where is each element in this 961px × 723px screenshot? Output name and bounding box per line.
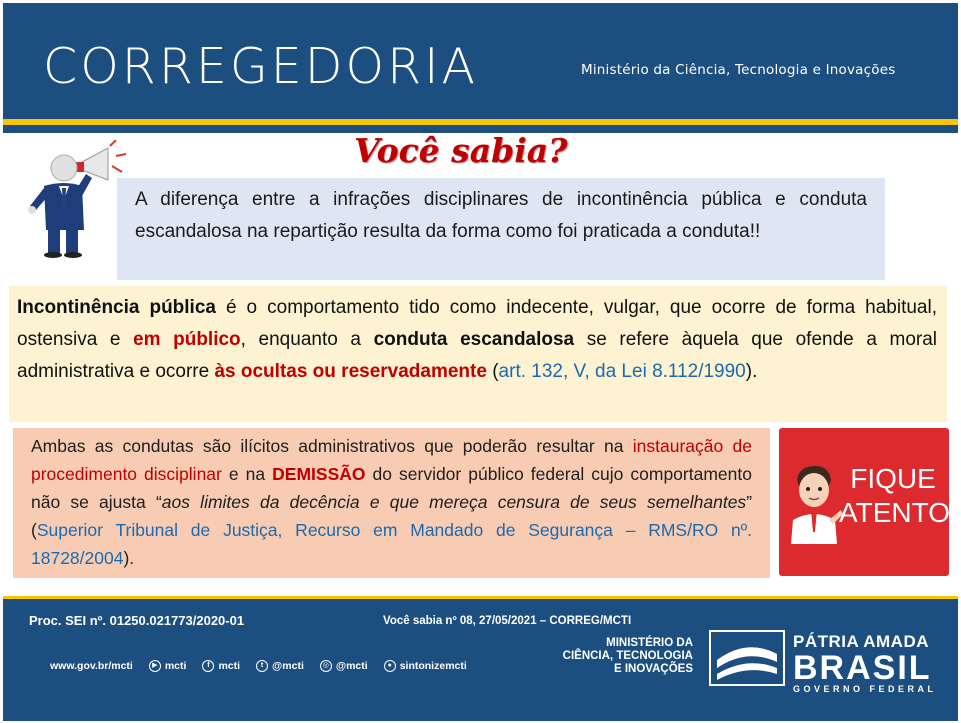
note-text: ” ( — [31, 492, 753, 540]
intro-box — [117, 178, 885, 280]
intro-text: A diferença entre a infrações disciplinares de incontinência pública e conduta escandalosa na repartição resulta da forma como foi praticada a conduta!! — [135, 189, 867, 242]
quote-text: aos limites da decência e que mereça censura de seus semelhantes — [161, 492, 747, 512]
definition-text: se refere àquela que ofende a moral administrativa e ocorre — [17, 329, 937, 382]
instagram-icon: ◎ — [320, 660, 332, 672]
twitter-icon: t — [256, 660, 268, 672]
facebook-label[interactable]: mcti — [218, 660, 241, 672]
definition-box — [9, 286, 947, 422]
note-text: Ambas as condutas são ilícitos administrativos que poderão resultar na — [31, 436, 633, 456]
page-title: Você sabia? — [354, 131, 568, 170]
definition-text: é o comportamento tido como indecente, vulgar, que ocorre de forma habitual, ostensiva e — [17, 297, 937, 350]
social-podcast[interactable] — [384, 660, 467, 672]
header-banner — [3, 3, 958, 119]
mcti-logo-text — [543, 637, 693, 676]
fique-line1: FIQUE — [850, 463, 936, 494]
court-reference-link[interactable]: Superior Tribunal de Justiça, Recurso em Mandado de Segurança – RMS/RO nº. 18728/2004 — [31, 520, 752, 568]
fique-atento-card — [779, 428, 958, 576]
social-instagram[interactable] — [320, 660, 368, 672]
term-demissao: DEMISSÃO — [272, 464, 366, 484]
youtube-icon: ▶ — [149, 660, 161, 672]
social-facebook[interactable] — [202, 660, 240, 672]
social-twitter[interactable] — [256, 660, 304, 672]
term-incontinencia: Incontinência pública — [17, 297, 216, 318]
note-text: ). — [123, 548, 135, 568]
fique-atento-text — [839, 462, 958, 530]
patria-line2: BRASIL — [793, 649, 932, 687]
brand-title: CORREGEDORIA — [43, 38, 479, 95]
footer-banner — [3, 599, 958, 721]
social-youtube[interactable] — [149, 660, 187, 672]
youtube-label[interactable]: mcti — [164, 660, 187, 672]
term-conduta-escandalosa: conduta escandalosa — [373, 329, 575, 350]
edition-info: Você sabia nº 08, 27/05/2021 – CORREG/MCTI — [383, 615, 632, 627]
term-instauracao: instauração de procedimento disciplinar — [31, 436, 752, 484]
fique-line2: ATENTO! — [839, 497, 958, 528]
note-text: do servidor público federal cujo comportamento não se ajusta “ — [31, 464, 752, 512]
patria-amada-brasil — [793, 632, 937, 694]
podcast-icon: ● — [384, 660, 396, 672]
web-link-text[interactable]: www.gov.br/mcti — [50, 660, 133, 672]
definition-text: , enquanto a — [240, 329, 374, 350]
social-web[interactable] — [50, 660, 133, 672]
pointing-man-icon — [785, 462, 843, 544]
term-em-publico: em público — [133, 329, 241, 350]
instagram-label[interactable]: @mcti — [335, 660, 368, 672]
definition-text: ( — [486, 361, 499, 382]
mcti-line2: CIÊNCIA, TECNOLOGIA — [562, 650, 693, 662]
facebook-icon: f — [202, 660, 214, 672]
note-text: e na — [221, 464, 273, 484]
patria-line3: GOVERNO FEDERAL — [793, 684, 937, 694]
ministry-name: Ministério da Ciência, Tecnologia e Inovações — [581, 62, 896, 78]
social-links — [50, 660, 467, 672]
brasil-flag-logo-icon — [709, 630, 785, 686]
twitter-label[interactable]: @mcti — [272, 660, 304, 672]
mcti-line1: MINISTÉRIO DA — [606, 637, 693, 649]
note-box — [13, 428, 770, 578]
law-reference-link[interactable]: art. 132, V, da Lei 8.112/1990 — [498, 361, 746, 382]
term-as-ocultas: às ocultas ou reservadamente — [214, 361, 487, 382]
definition-text: ). — [745, 361, 758, 382]
podcast-label[interactable]: sintonizemcti — [399, 660, 467, 672]
mcti-line3: E INOVAÇÕES — [613, 663, 693, 675]
patria-line1: PÁTRIA AMADA — [793, 632, 930, 651]
process-number: Proc. SEI nº. 01250.021773/2020-01 — [29, 613, 245, 628]
